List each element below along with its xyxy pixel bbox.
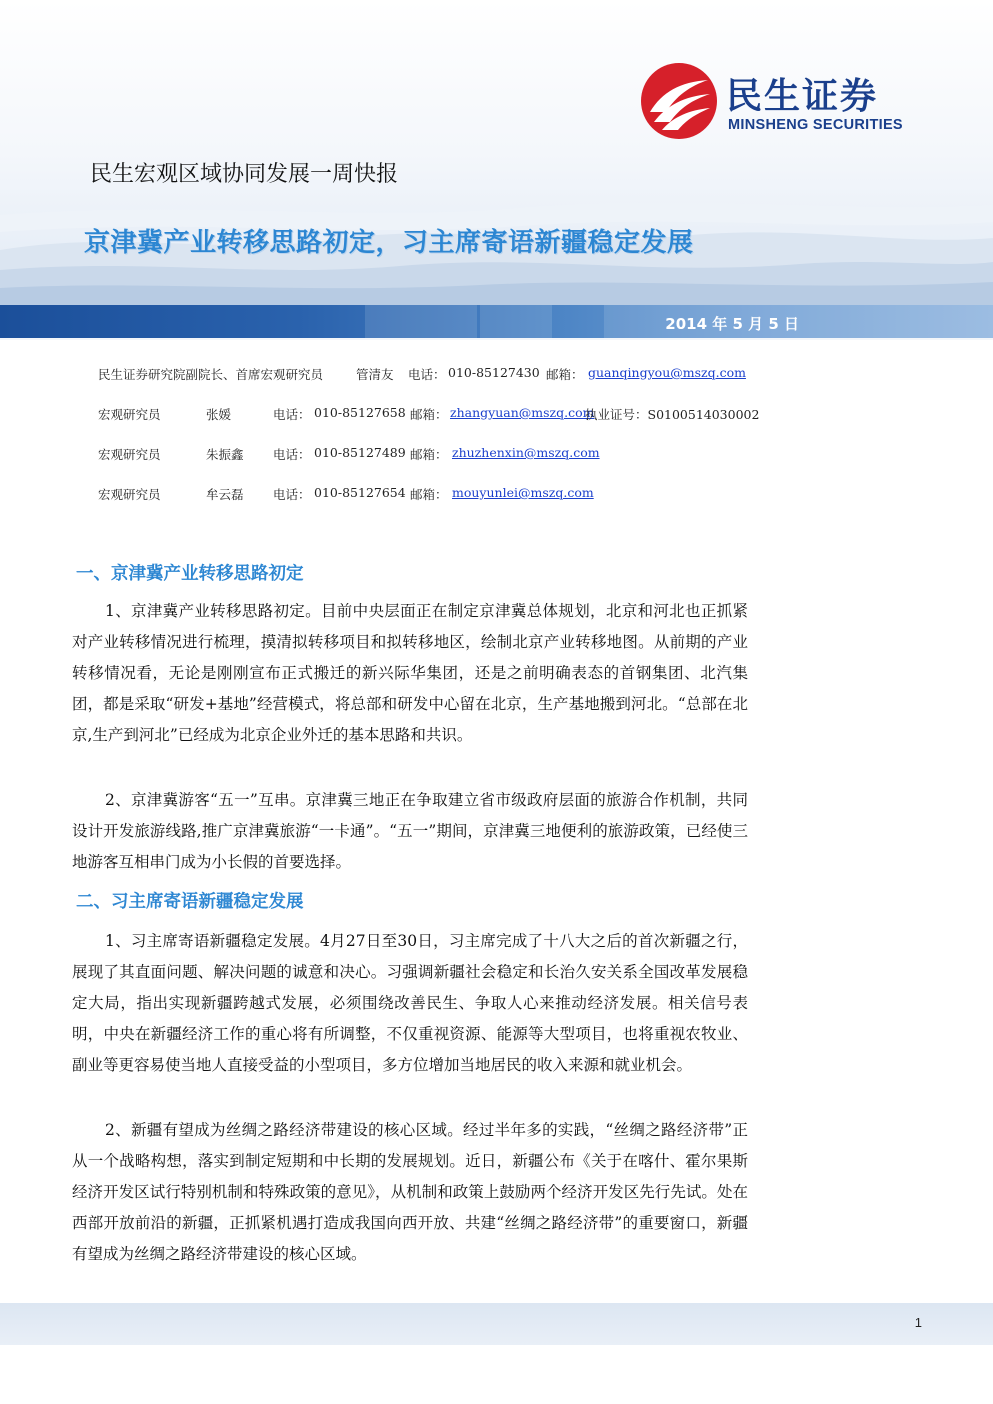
body-paragraph: 1、京津冀产业转移思路初定。目前中央层面正在制定京津冀总体规划，北京和河北也正抓紧对产业转移情况进行梳理，摸清拟转移项目和拟转移地区，绘制北京产业转移地图。从前期的产业转移情况看，无论是刚刚宣布正式搬迁的新兴际华集团，还是之前明确表态的首钢集团、北汽集团，都是采取“研发+基地”经营模式，将总部和研发中心留在北京，生产基地搬到河北。“总部在北京,生产到河北”已经成为北京企业外迁的基本思路和共识。 <box>72 602 748 744</box>
phone-label: 电话： <box>408 367 446 382</box>
brand-logo <box>640 62 930 142</box>
minsheng-logo-icon <box>640 62 718 140</box>
phone-number: 010-85127658 <box>314 405 406 420</box>
contact-title: 宏观研究员 <box>98 407 161 422</box>
email-label: 邮箱： <box>410 407 448 422</box>
logo-english-text: MINSHENG SECURITIES <box>728 117 903 133</box>
contact-title: 宏观研究员 <box>98 487 161 502</box>
report-series-title: 民生宏观区域协同发展一周快报 <box>90 162 399 187</box>
logo-chinese-text: 民生证券 <box>726 76 879 117</box>
phone-label: 电话： <box>273 447 311 462</box>
email-label: 邮箱： <box>546 367 584 382</box>
email-link[interactable]: zhangyuan@mszq.com <box>450 405 595 420</box>
contact-name: 牟云磊 <box>206 487 244 502</box>
phone-label: 电话： <box>273 407 311 422</box>
phone-number: 010-85127430 <box>448 365 540 380</box>
footer-band <box>0 1303 993 1345</box>
email-link[interactable]: guanqingyou@mszq.com <box>588 365 746 380</box>
phone-number: 010-85127489 <box>314 445 406 460</box>
email-label: 邮箱： <box>410 447 448 462</box>
section-heading: 二、习主席寄语新疆稳定发展 <box>76 892 304 912</box>
body-paragraph: 2、京津冀游客“五一”互串。京津冀三地正在争取建立省市级政府层面的旅游合作机制，共同设计开发旅游线路,推广京津冀旅游“一卡通”。“五一”期间，京津冀三地便利的旅游政策，已经使三地游客互相串门成为小长假的首要选择。 <box>72 791 748 871</box>
phone-label: 电话： <box>273 487 311 502</box>
contact-name: 朱振鑫 <box>206 447 244 462</box>
contact-title: 宏观研究员 <box>98 447 161 462</box>
phone-number: 010-85127654 <box>314 485 406 500</box>
body-paragraph: 1、习主席寄语新疆稳定发展。4月27日至30日，习主席完成了十八大之后的首次新疆之行，展现了其直面问题、解决问题的诚意和决心。习强调新疆社会稳定和长治久安关系全国改革发展稳定大局，指出实现新疆跨越式发展，必须围绕改善民生、争取人心来推动经济发展。相关信号表明，中央在新疆经济工作的重心将有所调整，不仅重视资源、能源等大型项目，也将重视农牧业、副业等更容易使当地人直接受益的小型项目，多方位增加当地居民的收入来源和就业机会。 <box>72 932 748 1074</box>
section-heading: 一、京津冀产业转移思路初定 <box>76 564 304 584</box>
email-link[interactable]: mouyunlei@mszq.com <box>452 485 594 500</box>
report-headline: 京津冀产业转移思路初定，习主席寄语新疆稳定发展 <box>84 228 694 258</box>
email-link[interactable]: zhuzhenxin@mszq.com <box>452 445 600 460</box>
date-bar-segment <box>365 305 477 338</box>
email-label: 邮箱： <box>410 487 448 502</box>
contact-title: 民生证券研究院副院长、首席宏观研究员 <box>98 367 324 382</box>
report-date: 2014 年 5 月 5 日 <box>665 315 799 333</box>
contact-name: 管清友 <box>356 367 394 382</box>
date-bar-segment <box>480 305 552 338</box>
date-bar <box>0 305 993 338</box>
contact-name: 张媛 <box>206 407 232 422</box>
body-paragraph: 2、新疆有望成为丝绸之路经济带建设的核心区域。经过半年多的实践，“丝绸之路经济带”正从一个战略构想，落实到制定短期和中长期的发展规划。近日，新疆公布《关于在喀什、霍尔果斯经济开发区试行特别机制和特殊政策的意见》，从机制和政策上鼓励两个经济开发区先行先试。处在西部开放前沿的新疆，正抓紧机遇打造成我国向西开放、共建“丝绸之路经济带”的重要窗口，新疆有望成为丝绸之路经济带建设的核心区域。 <box>72 1121 748 1263</box>
license-number: 执业证号：S0100514030002 <box>585 407 760 422</box>
page-number: 1 <box>914 1315 922 1330</box>
